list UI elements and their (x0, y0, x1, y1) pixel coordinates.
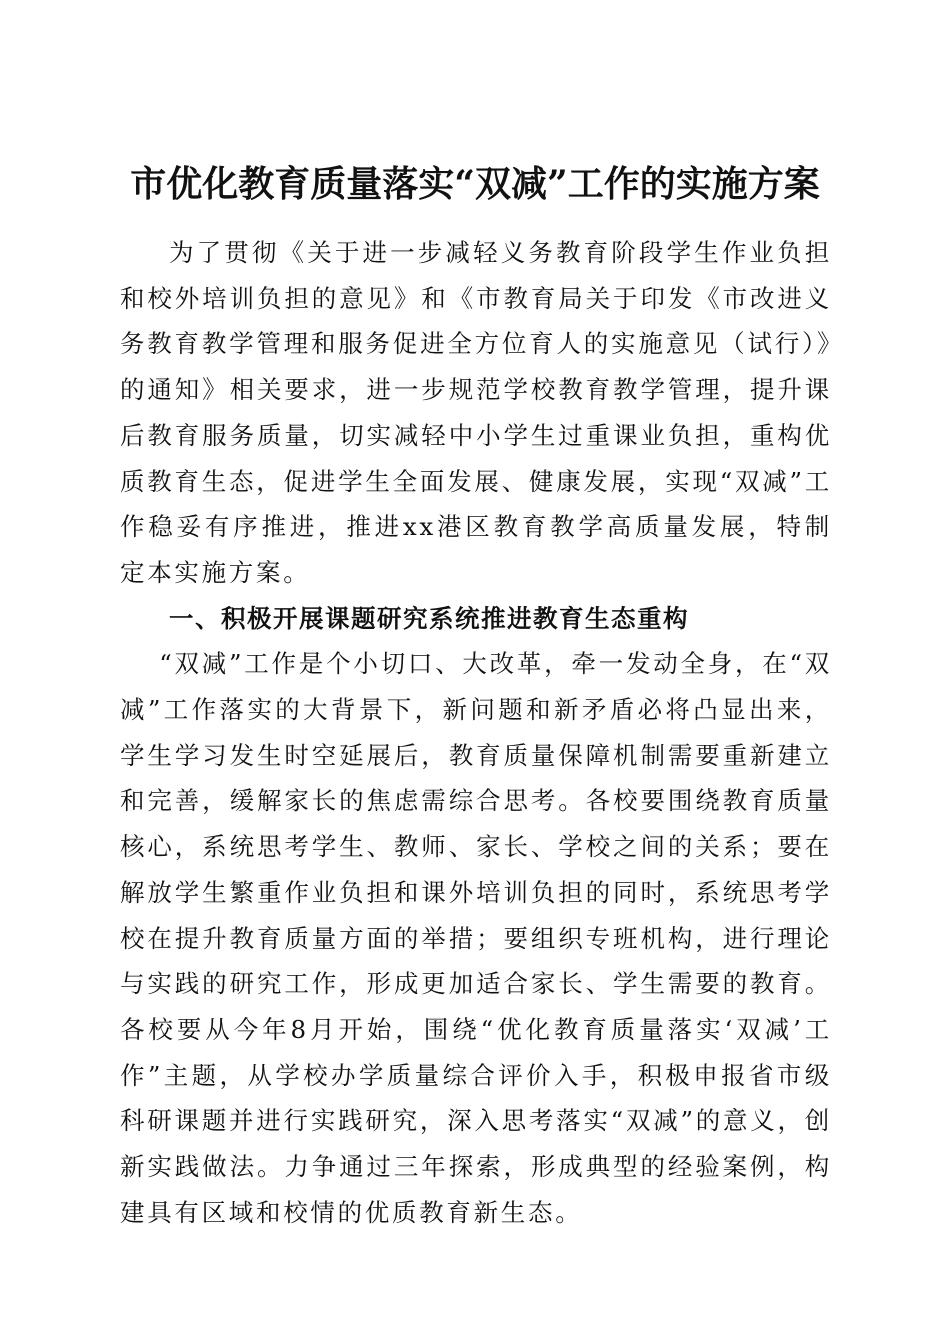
section-1-paragraph: “双减”工作是个小切口、大改革，牵一发动全身，在“双减”工作落实的大背景下，新问题和新矛盾必将凸显出来，学生学习发生时空延展后，教育质量保障机制需要重新建立和完善，缓解家长的焦虑需综合思考。各校要围绕教育质量核心，系统思考学生、教师、家长、学校之间的关系；要在解放学生繁重作业负担和课外培训负担的同时，系统思考学校在提升教育质量方面的举措；要组织专班机构，进行理论与实践的研究工作，形成更加适合家长、学生需要的教育。各校要从今年8月开始，围绕“优化教育质量落实‘双减’工作”主题，从学校办学质量综合评价入手，积极申报省市级科研课题并进行实践研究，深入思考落实“双减”的意义，创新实践做法。力争通过三年探索，形成典型的经验案例，构建具有区域和校情的优质教育新生态。 (120, 649, 832, 1227)
document-body (120, 230, 832, 1235)
intro-paragraph: 为了贯彻《关于进一步减轻义务教育阶段学生作业负担和校外培训负担的意见》和《市教育局关于印发《市改进义务教育教学管理和服务促进全方位育人的实施意见（试行）》的通知》相关要求，进一步规范学校教育教学管理，提升课后教育服务质量，切实减轻中小学生过重课业负担，重构优质教育生态，促进学生全面发展、健康发展，实现“双减”工作稳妥有序推进，推进xx港区教育教学高质量发展，特制定本实施方案。 (120, 238, 832, 587)
document-title: 市优化教育质量落实“双减”工作的实施方案 (130, 163, 820, 206)
section-1-heading: 一、积极开展课题研究系统推进教育生态重构 (169, 603, 689, 633)
